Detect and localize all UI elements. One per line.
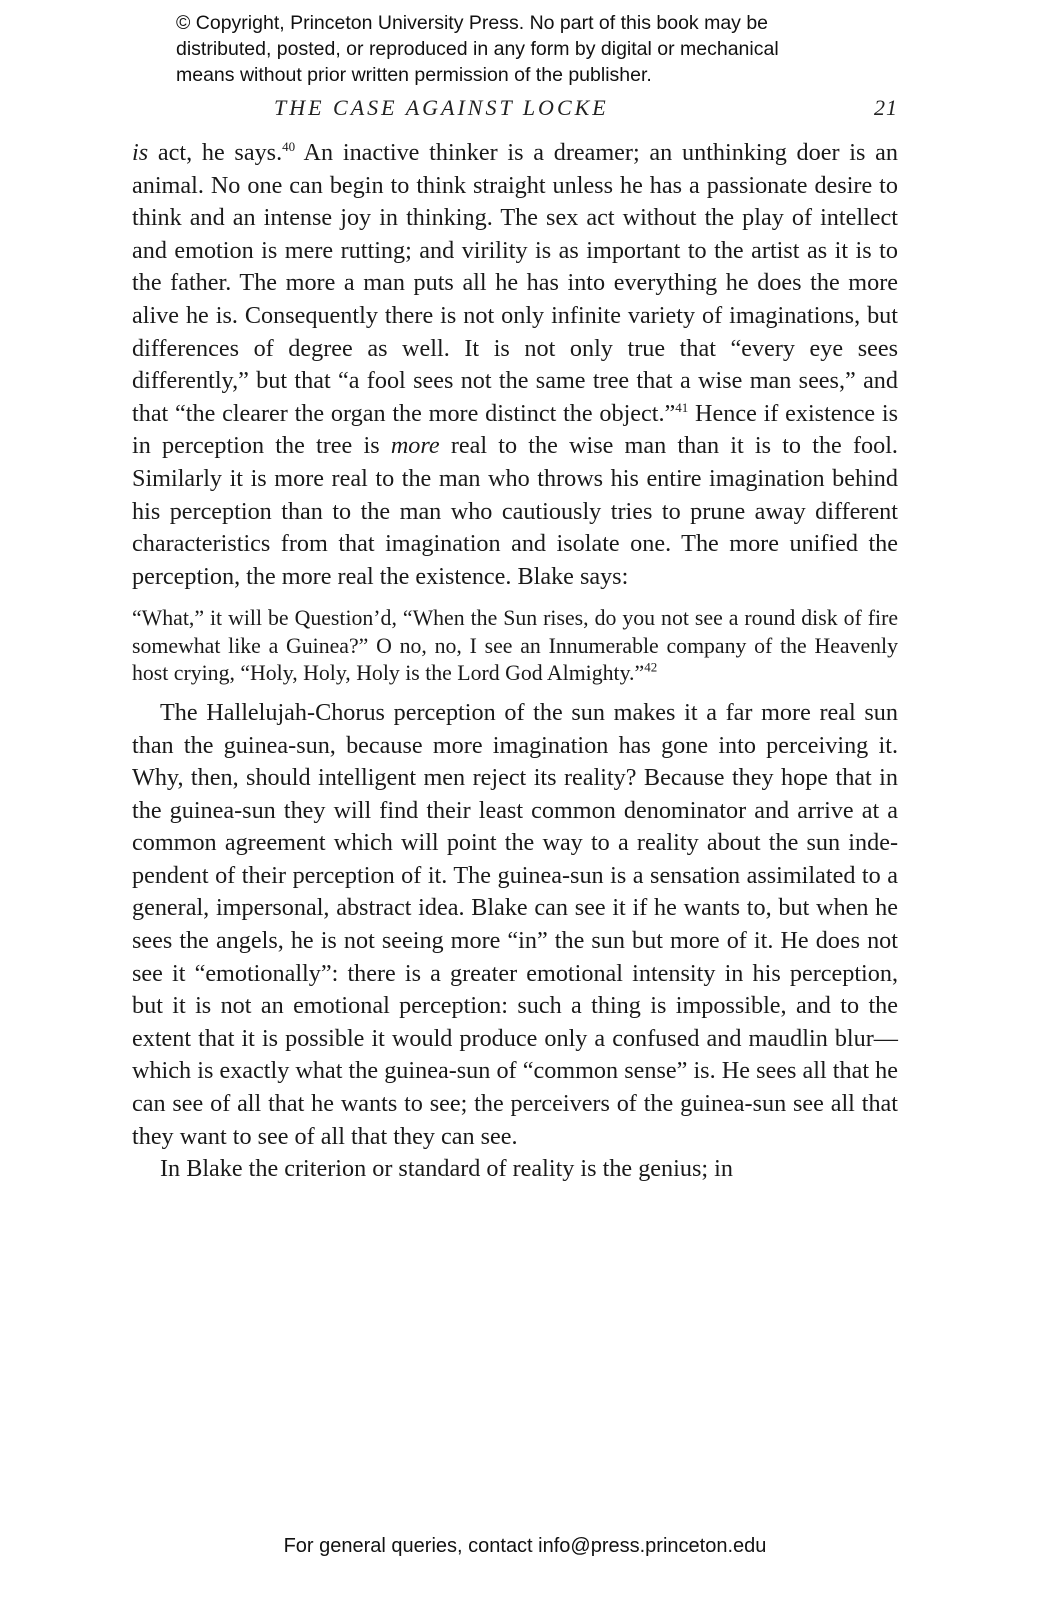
text-run: An inactive thinker is a dreamer; an unthinking doer is an animal. No one can begin to think straight unless he has a passionate desire to think and an intense joy in thinking. The sex act without the play of intellect and emotion is mere rutting; and virility is as important to the artist as it is to the father. The more a man puts all he has into everything he does the more alive he is. Consequently there is not only infinite variety of imaginations, but differences of degree as well. It is not only true that “every eye sees differently,” but that “a fool sees not the same tree that a wise man sees,” and that “the clearer the organ the more distinct the object.” <box>132 139 898 427</box>
paragraph-1 <box>132 137 898 593</box>
italic-word: more <box>390 432 440 460</box>
page-number: 21 <box>874 95 898 120</box>
footer-contact: For general queries, contact info@press.princeton.edu <box>283 1535 767 1557</box>
quote-text: “What,” it will be Question’d, “When the Sun rises, do you not see a round disk of fire somewhat like a Guinea?” O no, no, I see an Innumerable company of the Heavenly host crying, “Holy, Holy, Holy is the Lord God Almighty.” <box>132 606 898 685</box>
paragraph-3: In Blake the criterion or standard of reality is the genius; in <box>160 1155 733 1183</box>
chapter-title: THE CASE AGAINST LOCKE <box>274 95 609 120</box>
text-run: Hence if existence is in perception the tree is <box>132 399 898 460</box>
text-run: real to the wise man than it is to the fool. Similarly it is more real to the man who throws his entire imagination behind his perception than to the man who cautiously tries to prune away different characteristics from that imagination and isolate one. The more unified the perception, the more real the existence. Blake says: <box>132 432 898 590</box>
copyright-line-3: means without prior written permission of the publisher. <box>176 64 652 86</box>
copyright-notice <box>176 10 876 88</box>
block-quote <box>132 605 898 687</box>
copyright-line-2: distributed, posted, or reproduced in any form by digital or mechanical <box>176 38 779 60</box>
running-head <box>132 95 902 129</box>
footnote-ref-40: 40 <box>282 138 296 154</box>
italic-word: is <box>132 139 149 166</box>
text-run: act, he says. <box>148 139 283 166</box>
footnote-ref-41: 41 <box>675 399 689 415</box>
body-text <box>132 137 898 1186</box>
footnote-ref-42: 42 <box>644 659 658 675</box>
paragraph-2: The Hallelujah-Chorus perception of the sun makes it a far more real sun than the guinea-sun, because more imagination has gone into perceiving it. Why, then, should intelligent men reject its reality? Because they hope that in the guinea-sun they will find their least common denominator and arrive at a common agreement which will point the way to a reality about the sun independent of their perception of it. The guinea-sun is a sensation assimilated to a general, impersonal, abstract idea. Blake can see it if he wants to, but when he sees the angels, he is not seeing more “in” the sun but more of it. He does not see it “emotionally”: there is a greater emotional intensity in his perception, but it is not an emotional perception: such a thing is impossible, and to the extent that it is possible it would produce only a confused and maudlin blur—which is exactly what the guinea-sun of “common sense” is. He sees all that he can see of all that he wants to see; the perceivers of the guinea-sun see all that they want to see of all that they can see. <box>132 698 898 1150</box>
copyright-line-1: © Copyright, Princeton University Press. No part of this book may be <box>176 12 769 34</box>
